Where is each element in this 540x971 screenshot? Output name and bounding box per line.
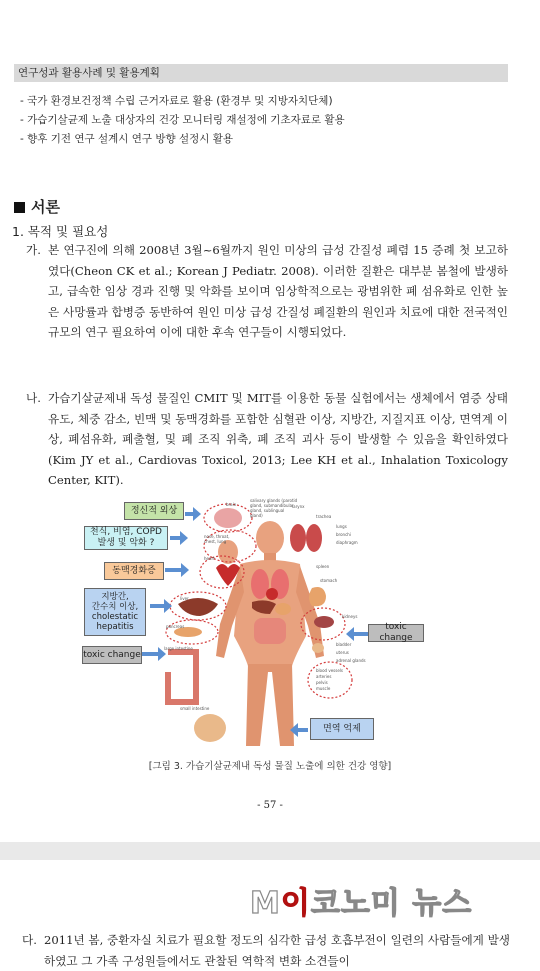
label-toxic-change-right: toxic change: [368, 624, 424, 642]
large-intestine-icon: [168, 652, 196, 702]
organ-label: heart: [204, 556, 215, 561]
page-number: - 57 -: [257, 800, 283, 811]
organ-label: nose, throat, chest, lung: [204, 534, 230, 544]
paragraph-text: 가습기살균제내 독성 물질인 CMIT 및 MIT를 이용한 동물 실험에서는 생체에서 염증 상태 유도, 체중 감소, 빈맥 및 동맥경화를 포함한 심혈관 이상, 지방간, 지질지표 이상, 면역계 이상, 폐섬유화, 폐출혈, 및 폐 조직 위축, 폐 조직 괴사 등이 발생할 수 있음을 확인하였다(Kim JY et al., Cardiovas Toxicol, 2013; Lee KH et al., Inhalation Toxicology Center, KIT).: [48, 391, 508, 487]
organ-label: large intestine: [164, 646, 193, 651]
lungs-icon-left: [290, 524, 306, 552]
arrow-left-icon: [346, 627, 368, 641]
heading-main: 서론: [14, 196, 60, 217]
organ-label: stomach: [320, 578, 338, 583]
paragraph-marker: 나.: [26, 391, 41, 405]
organ-label: arteries: [316, 674, 332, 679]
arrow-right-icon: [185, 507, 201, 521]
lungs-icon-right: [306, 524, 322, 552]
watermark-logo: M이코노미 뉴스: [250, 886, 473, 921]
organ-label: lungs: [336, 524, 347, 529]
organ-label: pancreas: [166, 624, 185, 629]
brain-icon: [214, 508, 242, 528]
organ-label: adrenal glands: [336, 658, 366, 663]
small-intestine-icon: [194, 714, 226, 742]
bladder-icon: [312, 643, 324, 653]
bullet-list: [20, 92, 345, 149]
organ-label: kidneys: [342, 614, 358, 619]
page-gap: [0, 842, 540, 860]
label-asthma: 천식, 비염, COPD 발생 및 악화 ?: [84, 526, 168, 550]
organ-label: pelvis: [316, 680, 328, 685]
organ-label: uterus: [336, 650, 349, 655]
organ-label: spleen: [316, 564, 330, 569]
organ-label: bronchi: [336, 532, 351, 537]
paragraph-text: 본 연구진에 의해 2008년 3월~6월까지 원인 미상의 급성 간질성 폐렴 15 증례 첫 보고하였다(Cheon CK et al.; Korean J Pediatr. 2008). 이러한 질환은 대부분 봄철에 발생하고, 급속한 임상 경과 진행 및 악화를 보이며 임상학적으로는 광범위한 폐 섬유화로 인한 높은 사망률과 합병증 동반하여 원인 미상 급성 간질성 폐질환의 원인과 치료에 대한 전국적인 규모의 연구 필요하여 이에 대한 후속 연구들이 시행되었다.: [48, 243, 508, 339]
section-bar: 연구성과 활용사례 및 활용계획: [14, 64, 508, 82]
bullet-item: - 향후 기전 연구 설계시 연구 방향 설정시 활용: [20, 133, 234, 145]
label-mental-trauma: 정신적 외상: [124, 502, 184, 520]
bullet-item: - 국가 환경보건정책 수립 근거자료로 활용 (환경부 및 지방자치단체): [20, 95, 333, 107]
figure-caption: [그림 3. 가습기살균제내 독성 물질 노출에 의한 건강 영향]: [148, 761, 392, 772]
label-fatty-liver: 지방간, 간수치 이상, cholestatic hepatitis: [84, 588, 146, 636]
heading-sub: 1. 목적 및 필요성: [12, 224, 109, 239]
paragraph-marker: 다.: [22, 933, 37, 947]
paragraph-da: [22, 930, 510, 971]
organ-label: diaphragm: [336, 540, 358, 545]
label-atherosclerosis: 동맥경화증: [104, 562, 164, 580]
paragraph-text: 2011년 봄, 중환자실 치료가 필요할 정도의 심각한 급성 호흡부전이 일련의 사람들에게 발생하였고 그 가족 구성원들에서도 관찰된 역학적 변화 소견들이: [44, 933, 510, 968]
label-toxic-change-left: toxic change: [82, 646, 142, 664]
arrow-right-icon: [150, 599, 172, 613]
paragraph-na: [26, 388, 508, 491]
arrow-right-icon: [170, 531, 188, 545]
paragraph-ga: [26, 240, 508, 343]
organ-label: trachea: [316, 514, 332, 519]
label-immune-suppression: 면역 억제: [310, 718, 374, 740]
paragraph-marker: 가.: [26, 243, 41, 257]
organ-label: larynx: [292, 504, 305, 509]
organ-label: liver: [180, 596, 189, 601]
organ-label: muscle: [316, 686, 331, 691]
organ-label: blood vessels: [316, 668, 344, 673]
kidneys-icon: [314, 616, 334, 628]
organ-label: bladder: [336, 642, 352, 647]
arrow-right-icon: [165, 563, 189, 577]
square-bullet-icon: [14, 202, 25, 213]
health-effects-figure: [80, 496, 460, 758]
organ-label: salivary glands (parotid gland, submandibular gland, sublingual gland): [250, 498, 298, 518]
bullet-item: - 가습기살균제 노출 대상자의 건강 모니터링 재설정에 기초자료로 활용: [20, 114, 345, 126]
stomach-icon: [309, 587, 326, 606]
organ-label: small intestine: [180, 706, 210, 711]
organ-label: brain: [226, 502, 237, 507]
arrow-right-icon: [142, 647, 166, 661]
